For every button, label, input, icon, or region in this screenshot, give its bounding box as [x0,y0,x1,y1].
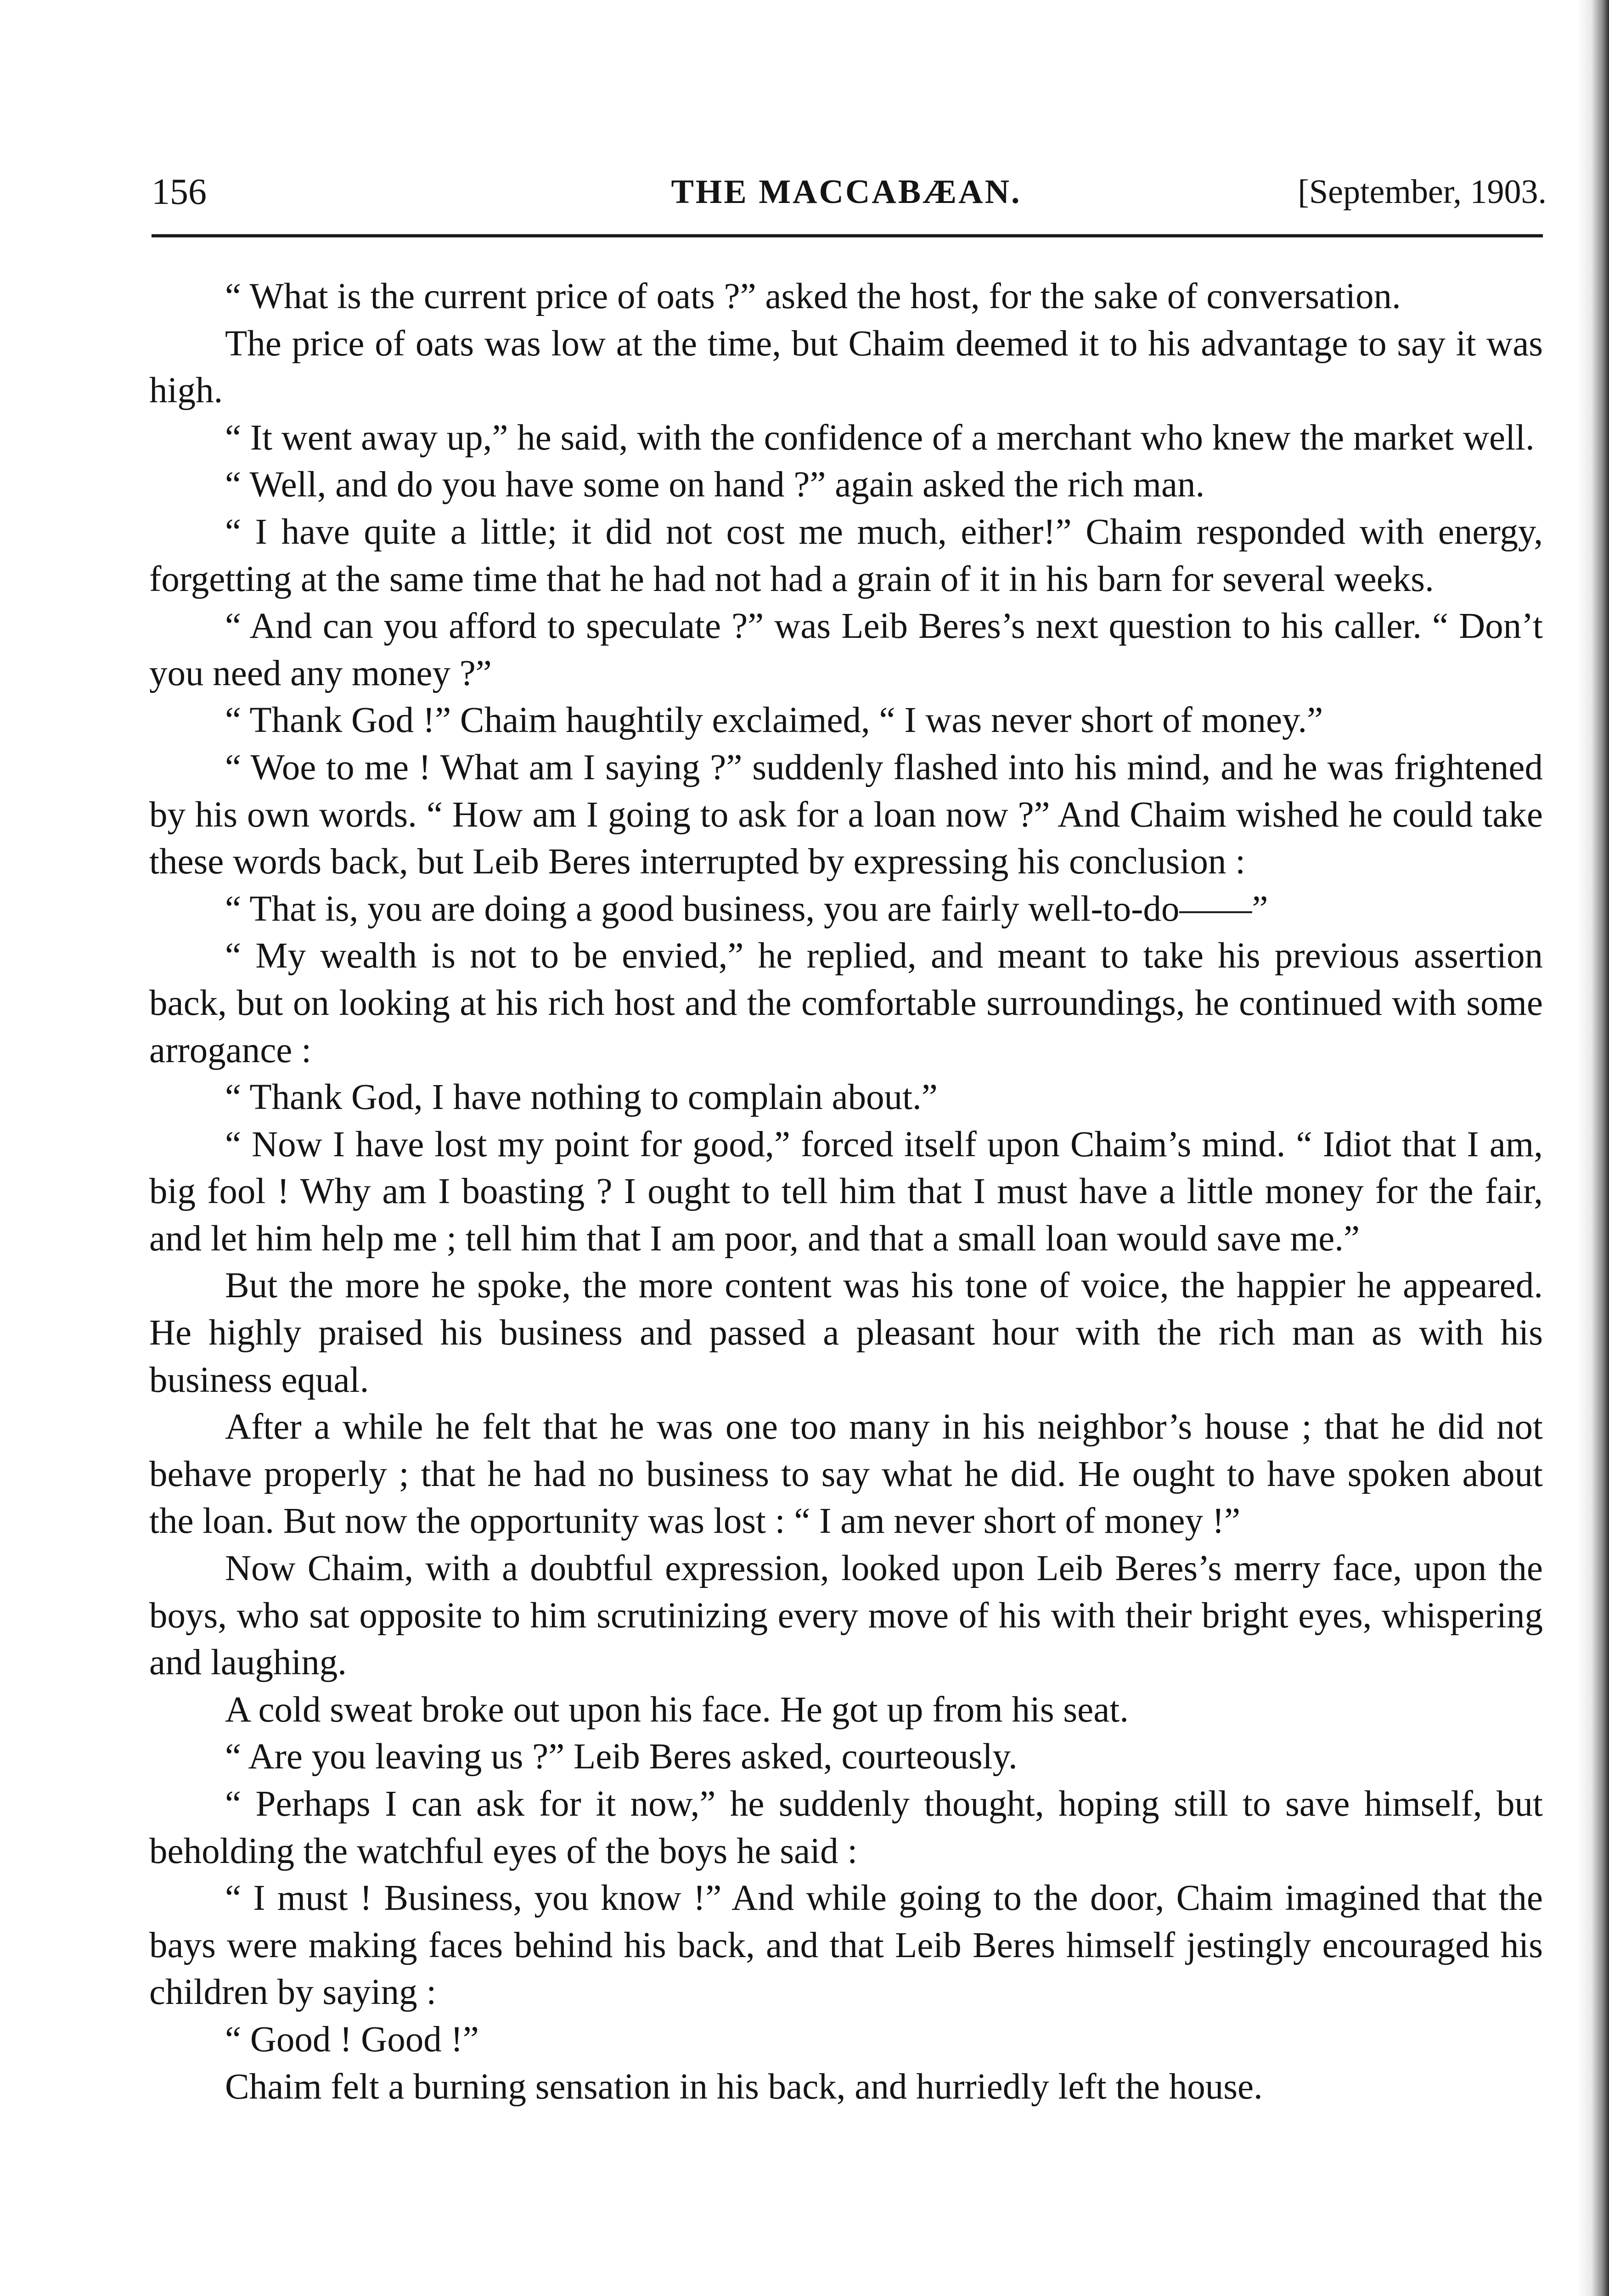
page-number: 156 [152,172,207,212]
paragraph: “ Now I have lost my point for good,” forced itself upon Chaim’s mind. “ Idiot that I am, big fool ! Why am I boasting ? I ought to tell him that I must have a little money for the fair, and let him help me ; tell him that I am poor, and that a small loan would save me.” [149,1124,1543,1259]
paragraph: A cold sweat broke out upon his face. He got up from his seat. [225,1689,1129,1730]
paragraph: “ And can you afford to speculate ?” was Leib Beres’s next question to his caller. “ Don’t you need any money ?” [149,606,1543,693]
paragraph: Chaim felt a burning sensation in his back, and hurriedly left the house. [225,2066,1263,2107]
page-edge-shadow [1577,0,1609,2296]
paragraph: “ I must ! Business, you know !” And while going to the door, Chaim imagined that the bays were making faces behind his back, and that Leib Beres himself jestingly encouraged his children by saying : [149,1878,1543,2013]
running-title: THE MACCABÆAN. [671,173,1022,211]
paragraph: “ Woe to me ! What am I saying ?” suddenly flashed into his mind, and he was frightened by his own words. “ How am I going to ask for a loan now ?” And Chaim wished he could take these words back, but Leib Beres interrupted by expressing his conclusion : [149,747,1543,882]
paragraph: “ Perhaps I can ask for it now,” he suddenly thought, hoping still to save himself, but beholding the watchful eyes of the boys he said : [149,1784,1543,1871]
body-text [149,273,1543,2110]
paragraph: “ My wealth is not to be envied,” he replied, and meant to take his previous assertion back, but on looking at his rich host and the comfortable surroundings, he continued with some arrogance : [149,936,1543,1070]
paragraph: Now Chaim, with a doubtful expression, looked upon Leib Beres’s merry face, upon the boys, who sat opposite to him scrutinizing every move of his with their bright eyes, whispering and laughing. [149,1548,1543,1683]
paragraph: “ I have quite a little; it did not cost me much, either!” Chaim responded with energy, forgetting at the same time that he had not had a grain of it in his barn for several weeks. [149,512,1543,599]
paragraph: After a while he felt that he was one too many in his neighbor’s house ; that he did not behave properly ; that he had no business to say what he did. He ought to have spoken about the loan. But now the opportunity was lost : “ I am never short of money !” [149,1407,1543,1542]
paragraph: “ It went away up,” he said, with the confidence of a merchant who knew the market well. [225,417,1535,458]
paragraph: The price of oats was low at the time, but Chaim deemed it to his advantage to say it was high. [149,323,1543,411]
running-header [146,169,1547,219]
paragraph: But the more he spoke, the more content was his tone of voice, the happier he appeared. He highly praised his business and passed a pleasant hour with the rich man as with his business equal. [149,1266,1543,1400]
paragraph: “ Thank God, I have nothing to complain about.” [225,1077,938,1118]
paragraph: “ Good ! Good !” [225,2019,479,2060]
paragraph: “ Well, and do you have some on hand ?” again asked the rich man. [225,465,1205,505]
issue-date: [September, 1903. [1298,173,1547,211]
header-rule [152,234,1543,237]
paragraph: “ That is, you are doing a good business, you are fairly well-to-do——” [225,889,1268,929]
paragraph: “ Thank God !” Chaim haughtily exclaimed, “ I was never short of money.” [225,700,1323,741]
paragraph: “ Are you leaving us ?” Leib Beres asked, courteously. [225,1737,1018,1777]
paragraph: “ What is the current price of oats ?” asked the host, for the sake of conversation. [225,276,1401,316]
